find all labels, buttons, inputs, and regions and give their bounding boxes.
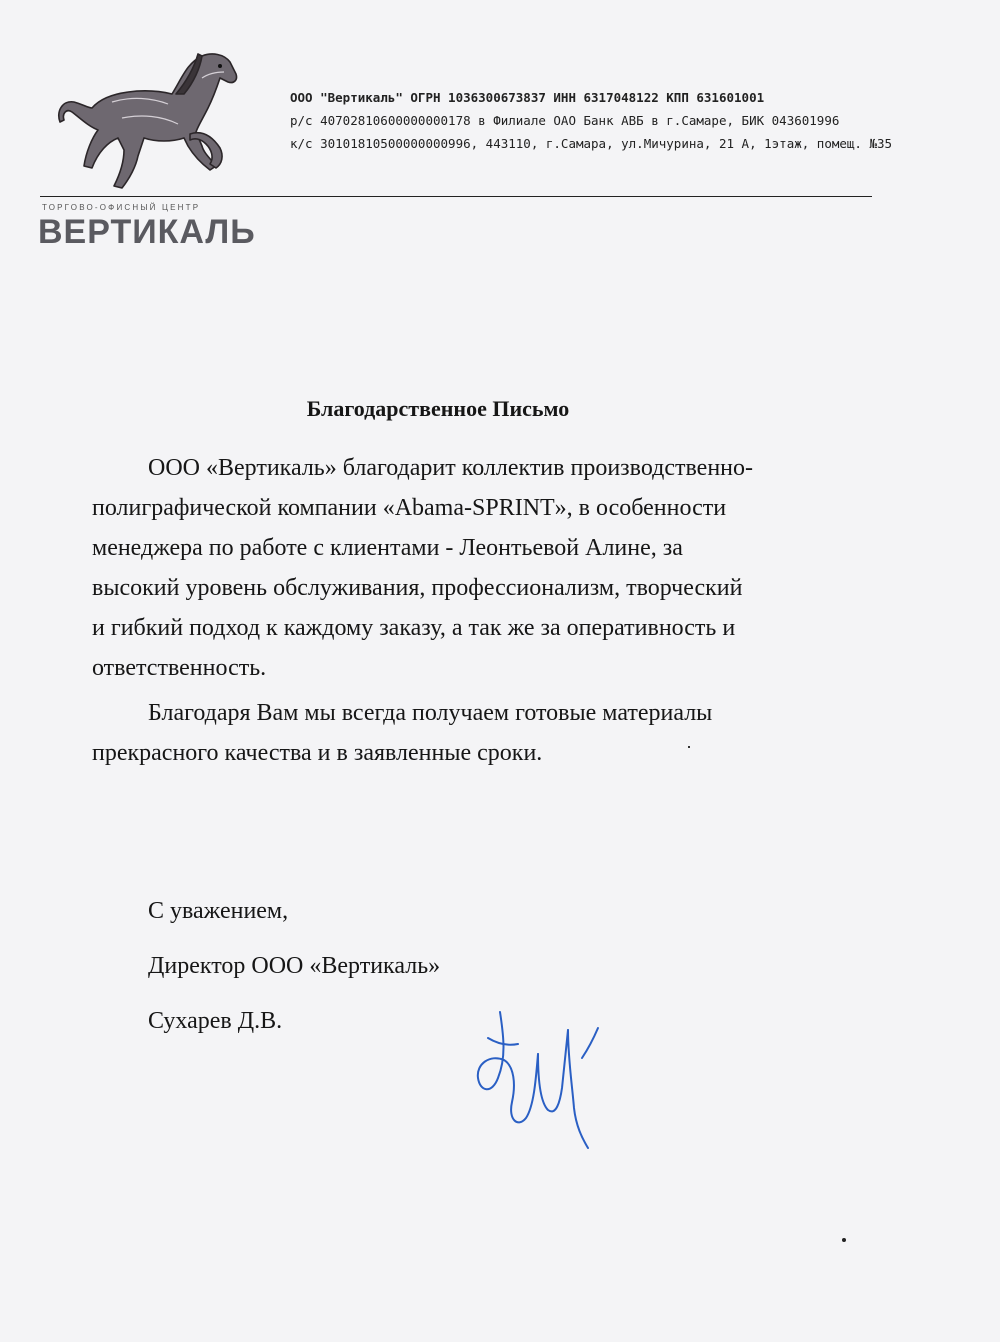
signatory-position: Директор ООО «Вертикаль» xyxy=(148,953,441,979)
logo-name: ВЕРТИКАЛЬ xyxy=(38,213,256,251)
text-line: полиграфической компании «Abama-SPRINT», в особенности xyxy=(92,495,727,521)
paragraph-1 xyxy=(92,448,892,688)
text-line: ответственность. xyxy=(92,655,267,681)
letter-title: Благодарственное Письмо xyxy=(306,396,570,421)
text-line: ООО «Вертикаль» благодарит коллектив производственно- xyxy=(148,455,754,481)
text-line: и гибкий подход к каждому заказу, а так же за оперативность и xyxy=(92,615,736,641)
logo-subtitle: ТОРГОВО-ОФИСНЫЙ ЦЕНТР xyxy=(42,203,201,212)
ink-dot xyxy=(842,1238,846,1242)
closing-salutation: С уважением, xyxy=(148,898,289,924)
requisites-line: ООО "Вертикаль" ОГРН 1036300673837 ИНН 6317048122 КПП 631601001 xyxy=(290,90,765,105)
ink-dot xyxy=(688,746,690,748)
text-line: менеджера по работе с клиентами - Леонтьевой Алине, за xyxy=(92,535,683,561)
paragraph-2 xyxy=(92,693,892,773)
requisites-line: р/с 40702810600000000178 в Филиале ОАО Банк АВБ в г.Самаре, БИК 043601996 xyxy=(290,113,840,128)
requisites-line: к/с 30101810500000000996, 443110, г.Самара, ул.Мичурина, 21 А, 1этаж, помещ. №35 xyxy=(290,136,893,151)
horse-logo-icon xyxy=(52,38,242,198)
signatory-name: Сухарев Д.В. xyxy=(148,1008,283,1034)
text-line: прекрасного качества и в заявленные сроки. xyxy=(92,740,543,766)
company-requisites xyxy=(290,86,893,155)
signature-mark xyxy=(468,998,618,1158)
text-line: высокий уровень обслуживания, профессионализм, творческий xyxy=(92,575,743,601)
text-line: Благодаря Вам мы всегда получаем готовые материалы xyxy=(148,700,713,726)
letterhead-rule xyxy=(40,196,872,197)
